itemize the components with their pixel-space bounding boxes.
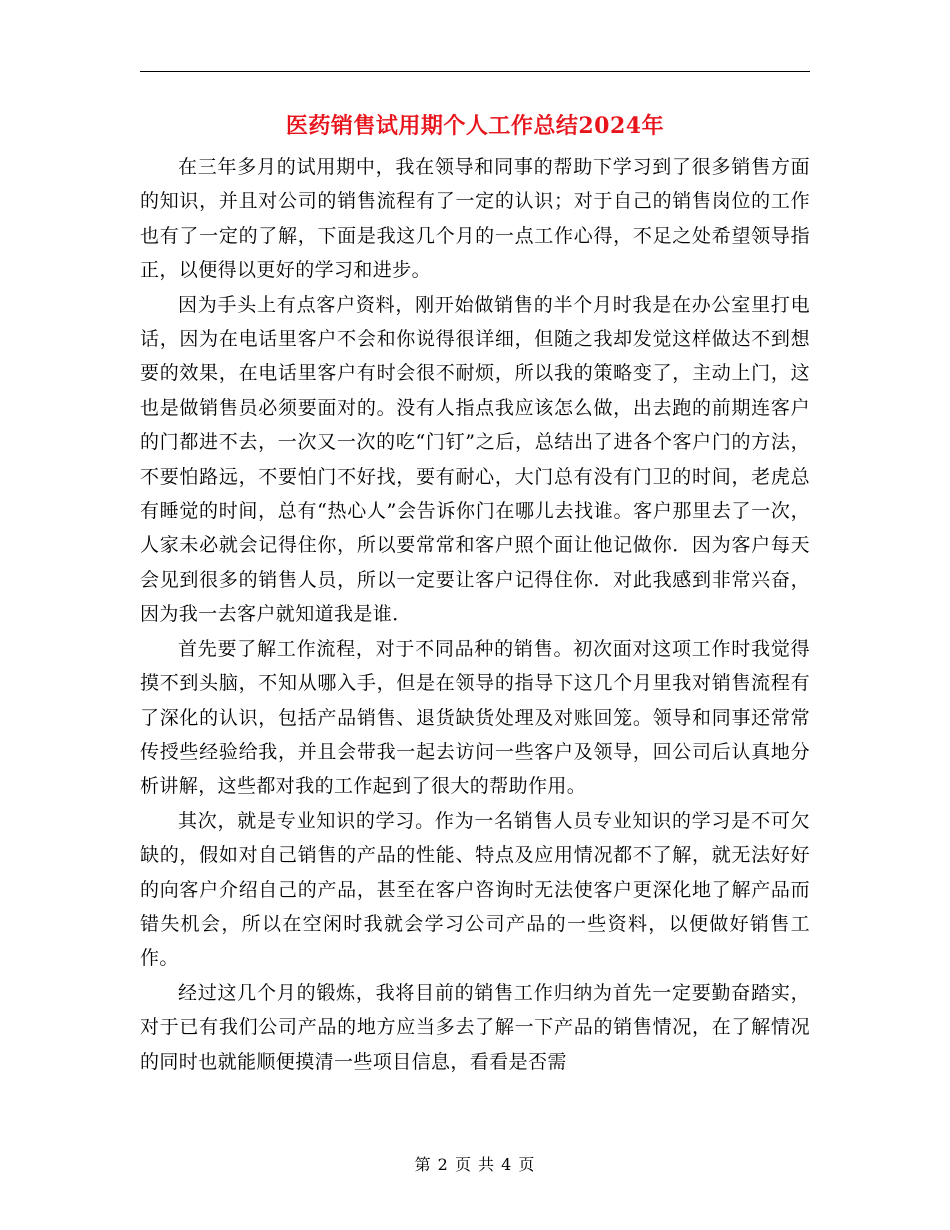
paragraph: 因为手头上有点客户资料，刚开始做销售的半个月时我是在办公室里打电话，因为在电话里客户不会和你说得很详细，但随之我却发觉这样做达不到想要的效果，在电话里客户有时会很不耐烦，所以我的策略变了，主动上门，这也是做销售员必须要面对的。没有人指点我应该怎么做，出去跑的前期连客户的门都进不去，一次又一次的吃“门钉”之后，总结出了进各个客户门的方法，不要怕路远，不要怕门不好找，要有耐心，大门总有没有门卫的时间，老虎总有睡觉的时间，总有“热心人”会告诉你门在哪儿去找谁。客户那里去了一次，人家未必就会记得住你，所以要常常和客户照个面让他记做你．因为客户每天会见到很多的销售人员，所以一定要让客户记得住你．对此我感到非常兴奋，因为我一去客户就知道我是谁．	[140, 293, 810, 626]
document-body	[140, 150, 810, 1079]
paragraph: 首先要了解工作流程，对于不同品种的销售。初次面对这项工作时我觉得摸不到头脑，不知从哪入手，但是在领导的指导下这几个月里我对销售流程有了深化的认识，包括产品销售、退货缺货处理及对账回笼。领导和同事还常常传授些经验给我，并且会带我一起去访问一些客户及领导，回公司后认真地分析讲解，这些都对我的工作起到了很大的帮助作用。	[140, 637, 810, 798]
header-rule	[140, 71, 810, 72]
document-title: 医药销售试用期个人工作总结2024年	[285, 113, 665, 139]
paragraph: 其次，就是专业知识的学习。作为一名销售人员专业知识的学习是不可欠缺的，假如对自己销售的产品的性能、特点及应用情况都不了解，就无法好好的向客户介绍自己的产品，甚至在客户咨询时无法使客户更深化地了解产品而错失机会，所以在空闲时我就会学习公司产品的一些资料，以便做好销售工作。	[140, 809, 810, 970]
paragraph: 经过这几个月的锻炼，我将目前的销售工作归纳为首先一定要勤奋踏实，对于已有我们公司产品的地方应当多去了解一下产品的销售情况，在了解情况的同时也就能顺便摸清一些项目信息，看看是否需	[140, 981, 810, 1073]
paragraph: 在三年多月的试用期中，我在领导和同事的帮助下学习到了很多销售方面的知识，并且对公司的销售流程有了一定的认识；对于自己的销售岗位的工作也有了一定的了解，下面是我这几个月的一点工作心得，不足之处希望领导指正，以便得以更好的学习和进步。	[140, 156, 810, 282]
page-number-footer: 第 2 页 共 4 页	[414, 1155, 536, 1174]
